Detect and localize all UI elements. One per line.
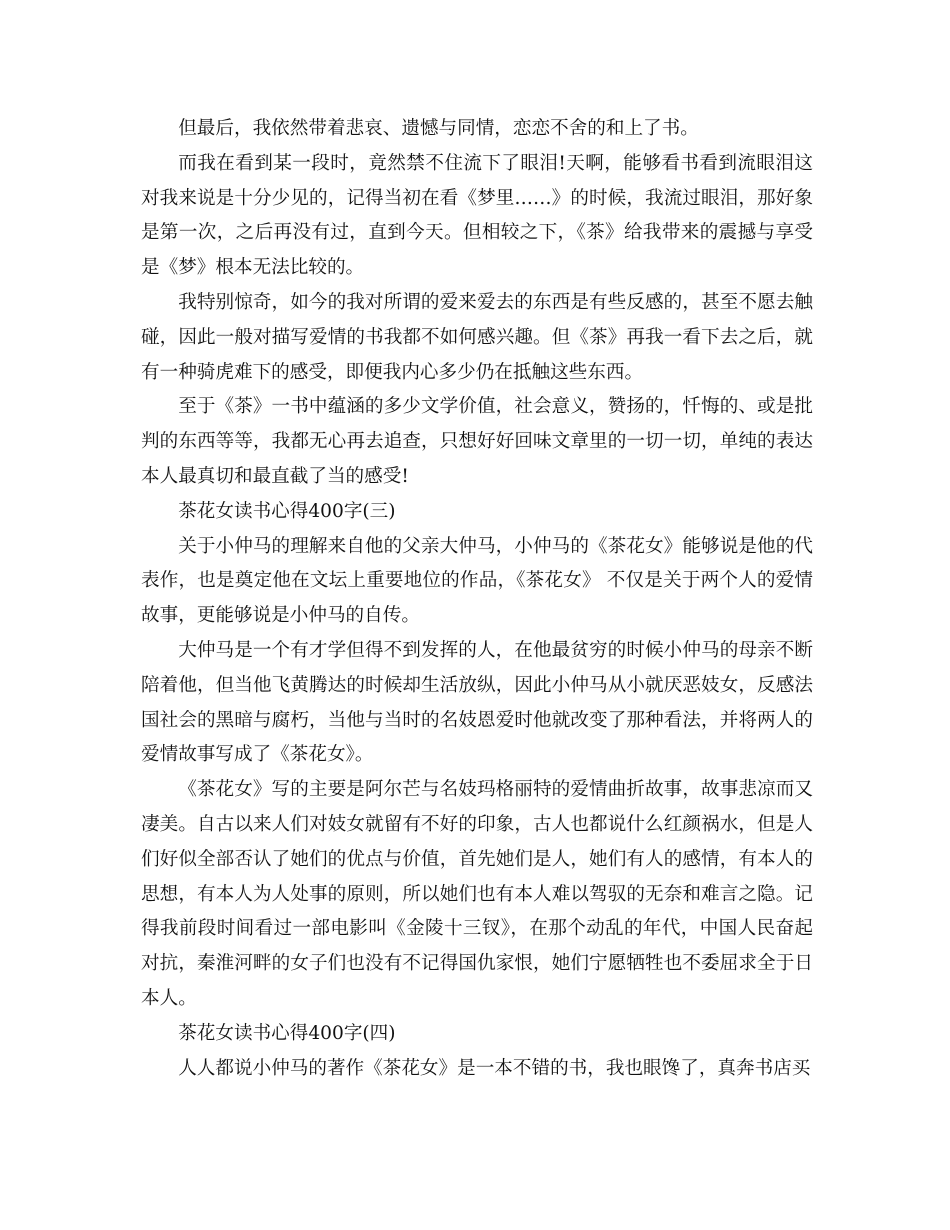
paragraph: 《茶花女》写的主要是阿尔芒与名妓玛格丽特的爱情曲折故事，故事悲凉而又凄美。自古以来人们对妓女就留有不好的印象，古人也都说什么红颜祸水，但是人们好似全部否认了她们的优点与价值，首先她们是人，她们有人的感情，有本人的思想，有本人为人处事的原则，所以她们也有本人难以驾驭的无奈和难言之隐。记得我前段时间看过一部电影叫《金陵十三钗》，在那个动乱的年代，中国人民奋起对抗，秦淮河畔的女子们也没有不记得国仇家恨，她们宁愿牺牲也不委屈求全于日本人。 <box>141 779 813 1009</box>
section-heading: 茶花女读书心得400字(四) <box>178 1022 396 1044</box>
paragraph: 而我在看到某一段时，竟然禁不住流下了眼泪!天啊，能够看书看到流眼泪这对我来说是十分少见的，记得当初在看《梦里……》的时候，我流过眼泪，那好象是第一次，之后再没有过，直到今天。但相较之下，《茶》给我带来的震撼与享受是《梦》根本无法比较的。 <box>141 152 813 279</box>
document-body <box>141 112 813 1086</box>
paragraph: 人人都说小仲马的著作《茶花女》是一本不错的书，我也眼馋了，真奔书店买 <box>178 1057 811 1079</box>
paragraph: 大仲马是一个有才学但得不到发挥的人，在他最贫穷的时候小仲马的母亲不断陪着他，但当他飞黄腾达的时候却生活放纵，因此小仲马从小就厌恶妓女，反感法国社会的黑暗与腐朽，当他与当时的名妓恩爱时他就改变了那种看法，并将两人的爱情故事写成了《茶花女》。 <box>141 639 813 766</box>
paragraph: 至于《茶》一书中蕴涵的多少文学价值，社会意义，赞扬的，忏悔的、或是批判的东西等等，我都无心再去追查，只想好好回味文章里的一切一切，单纯的表达本人最真切和最直截了当的感受! <box>141 396 813 487</box>
section-heading: 茶花女读书心得400字(三) <box>178 500 396 522</box>
paragraph: 我特别惊奇，如今的我对所谓的爱来爱去的东西是有些反感的，甚至不愿去触碰，因此一般对描写爱情的书我都不如何感兴趣。但《茶》再我一看下去之后，就有一种骑虎难下的感受，即便我内心多少仍在抵触这些东西。 <box>141 291 813 383</box>
paragraph: 但最后，我依然带着悲哀、遗憾与同情，恋恋不舍的和上了书。 <box>178 118 699 139</box>
paragraph: 关于小仲马的理解来自他的父亲大仲马，小仲马的《茶花女》能够说是他的代表作，也是奠定他在文坛上重要地位的作品，《茶花女》 不仅是关于两个人的爱情故事，更能够说是小仲马的自传。 <box>141 535 813 627</box>
